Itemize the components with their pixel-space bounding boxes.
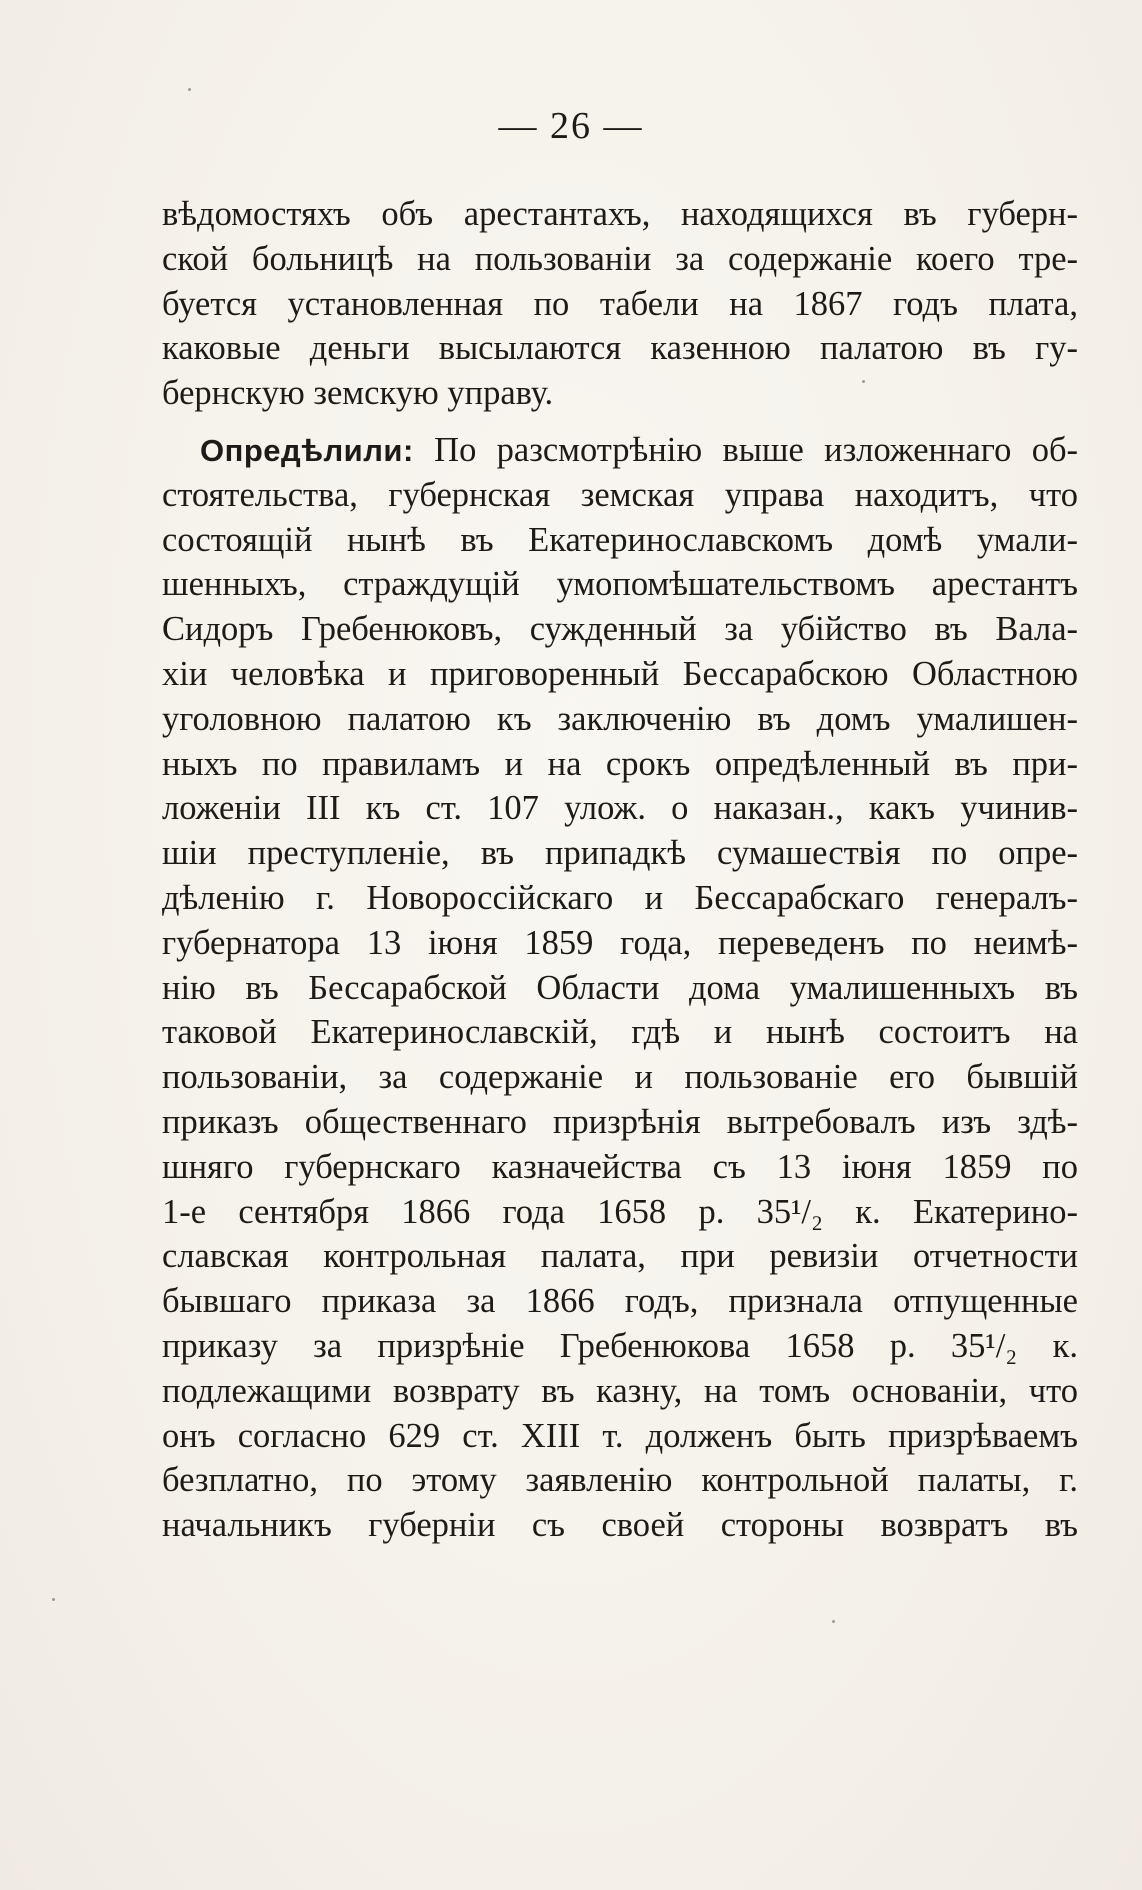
text-line: таковой Екатеринославскій, гдѣ и нынѣ состоитъ на [162, 1013, 1078, 1052]
text-line: ложеніи III къ ст. 107 улож. о наказан., какъ учинив- [162, 789, 1078, 828]
resolution-heading: Опредѣлили: [200, 432, 414, 468]
text-line: ской больницѣ на пользованіи за содержаніе коего тре- [162, 239, 1078, 278]
text-line: подлежащими возврату въ казну, на томъ основаніи, что [162, 1371, 1078, 1410]
text-line: шняго губернскаго казначейства съ 13 іюня 1859 по [162, 1147, 1078, 1186]
text-line: каковые деньги высылаются казенною палатою въ гу- [162, 329, 1078, 368]
paper-speck [52, 1598, 55, 1601]
text-line: состоящій нынѣ въ Екатеринославскомъ домѣ умали- [162, 520, 1078, 559]
text-line: хіи человѣка и приговоренный Бессарабскою Областною [162, 654, 1078, 693]
text-line: шенныхъ, страждущій умопомѣшательствомъ арестантъ [162, 565, 1078, 604]
text-line-rest: По разсмотрѣнію выше изложеннаго об- [413, 430, 1078, 469]
paper-speck [862, 380, 865, 383]
text-line: славская контрольная палата, при ревизіи отчетности [162, 1237, 1078, 1276]
text-line: Сидоръ Гребенюковъ, сужденный за убійство въ Вала- [162, 610, 1078, 649]
text-line: бывшаго приказа за 1866 годъ, признала отпущенные [162, 1282, 1078, 1321]
text-line: стоятельства, губернская земская управа находитъ, что [162, 475, 1078, 514]
text-line: онъ согласно 629 ст. XIII т. долженъ быть призрѣваемъ [162, 1416, 1078, 1455]
page-number: — 26 — [498, 105, 644, 147]
paper-speck [832, 1620, 835, 1623]
text-line: бернскую земскую управу. [162, 374, 554, 413]
text-line: нію въ Бессарабской Области дома умалишенныхъ въ [162, 968, 1078, 1007]
text-line: уголовною палатою къ заключенію въ домъ умалишен- [162, 699, 1078, 738]
text-line: вѣдомостяхъ объ арестантахъ, находящихся въ губерн- [162, 195, 1078, 233]
paragraph-gap [162, 416, 1078, 428]
text-line: дѣленію г. Новороссійскаго и Бессарабскаго генералъ- [162, 878, 1078, 917]
text-line: буется установленная по табели на 1867 годъ плата, [162, 284, 1078, 323]
text-line: приказу за призрѣніе Гребенюкова 1658 р. 35¹/₂ к. [162, 1326, 1078, 1365]
text-line [162, 428, 1078, 473]
text-line: начальникъ губерніи съ своей стороны возвратъ въ [162, 1506, 1078, 1545]
paper-speck [188, 88, 191, 91]
text-line: ныхъ по правиламъ и на срокъ опредѣленный въ при- [162, 744, 1078, 783]
body-text [162, 192, 1078, 1548]
text-line: пользованіи, за содержаніе и пользованіе его бывшій [162, 1058, 1078, 1097]
text-line: безплатно, по этому заявленію контрольной палаты, г. [162, 1461, 1078, 1500]
text-line: приказъ общественнаго призрѣнія вытребовалъ изъ здѣ- [162, 1102, 1078, 1141]
text-line: губернатора 13 іюня 1859 года, переведенъ по неимѣ- [162, 923, 1078, 962]
text-line: 1-е сентября 1866 года 1658 р. 35¹/₂ к. Екатерино- [162, 1192, 1078, 1231]
text-line: шіи преступленіе, въ припадкѣ сумашествія по опре- [162, 834, 1078, 873]
